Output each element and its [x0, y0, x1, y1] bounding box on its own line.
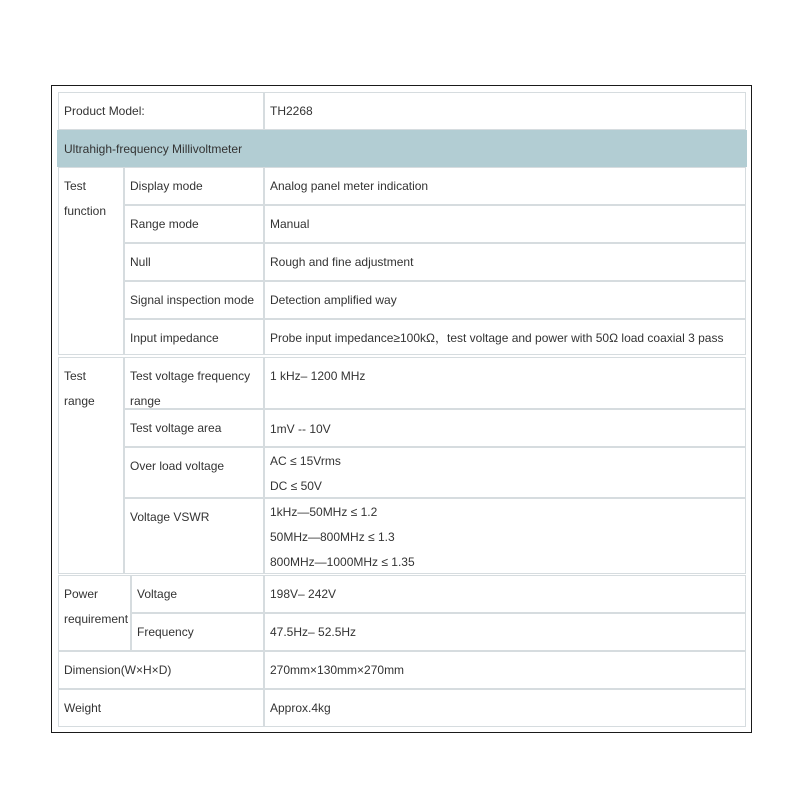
signal-inspection-mode-label: Signal inspection mode [124, 281, 264, 319]
voltage-label: Voltage [131, 575, 264, 613]
input-impedance-label: Input impedance [124, 319, 264, 355]
test-voltage-frequency-label: Test voltage frequency range [124, 357, 264, 409]
signal-inspection-mode-value: Detection amplified way [264, 281, 746, 319]
test-voltage-frequency-value: 1 kHz– 1200 MHz [264, 357, 746, 409]
test-voltage-area-label: Test voltage area [124, 409, 264, 447]
test-range-label: Test range [58, 357, 124, 574]
input-impedance-value: Probe input impedance≥100kΩ，test voltage and power with 50Ω load coaxial 3 pass [264, 319, 746, 355]
dimension-value: 270mm×130mm×270mm [264, 651, 746, 689]
power-requirement-label: Power requirement [58, 575, 131, 651]
frequency-value: 47.5Hz– 52.5Hz [264, 613, 746, 651]
dimension-label: Dimension(W×H×D) [58, 651, 264, 689]
range-mode-label: Range mode [124, 205, 264, 243]
range-mode-value: Manual [264, 205, 746, 243]
test-voltage-area-value: 1mV -- 10V [264, 409, 746, 447]
over-load-voltage-label: Over load voltage [124, 447, 264, 498]
product-model-label: Product Model: [58, 92, 264, 130]
display-mode-value: Analog panel meter indication [264, 167, 746, 205]
weight-value: Approx.4kg [264, 689, 746, 727]
product-model-value: TH2268 [264, 92, 746, 130]
weight-label: Weight [58, 689, 264, 727]
over-load-voltage-value: AC ≤ 15Vrms DC ≤ 50V [264, 447, 746, 498]
null-value: Rough and fine adjustment [264, 243, 746, 281]
voltage-vswr-value: 1kHz—50MHz ≤ 1.2 50MHz—800MHz ≤ 1.3 800MHz—1000MHz ≤ 1.35 [264, 498, 746, 574]
product-type-banner: Ultrahigh-frequency Millivoltmeter [57, 130, 747, 167]
null-label: Null [124, 243, 264, 281]
frequency-label: Frequency [131, 613, 264, 651]
voltage-vswr-label: Voltage VSWR [124, 498, 264, 574]
voltage-value: 198V– 242V [264, 575, 746, 613]
display-mode-label: Display mode [124, 167, 264, 205]
test-function-label: Test function [58, 167, 124, 355]
